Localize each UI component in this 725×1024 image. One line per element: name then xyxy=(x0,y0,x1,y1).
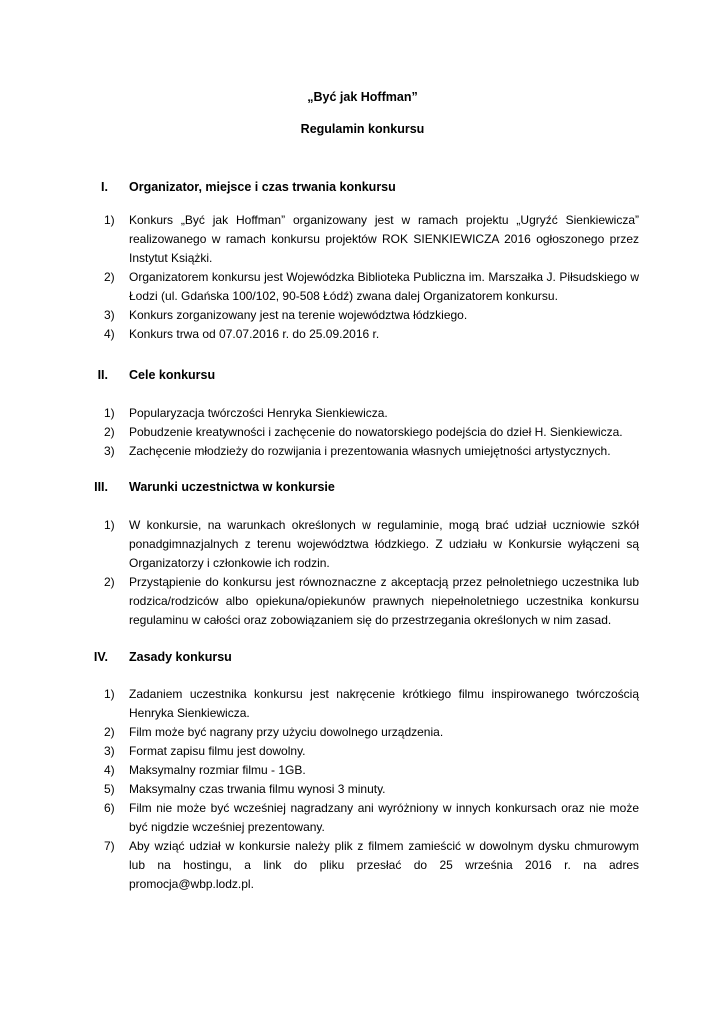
list-item xyxy=(0,780,725,799)
list-item-text: Zachęcenie młodzieży do rozwijania i prezentowania własnych umiejętności artystycznych. xyxy=(129,444,611,458)
section-heading xyxy=(0,650,725,666)
section-title: Zasady konkursu xyxy=(129,650,232,664)
section-number: I. xyxy=(101,180,108,194)
list-item xyxy=(0,723,725,742)
list-item-marker: 4) xyxy=(104,763,115,777)
section-title: Cele konkursu xyxy=(129,368,216,382)
document-title: „Być jak Hoffman” xyxy=(307,90,418,104)
list-item-marker: 3) xyxy=(104,744,115,758)
section-title: Warunki uczestnictwa w konkursie xyxy=(129,480,335,494)
list-item xyxy=(0,516,725,573)
list-item-marker: 1) xyxy=(104,518,115,532)
list-item xyxy=(0,742,725,761)
list-item xyxy=(0,837,725,894)
list-item-text: Zadaniem uczestnika konkursu jest nakręcenie krótkiego filmu inspirowanego twórczością Henryka Sienkiewicza. xyxy=(129,687,639,720)
list-item-marker: 2) xyxy=(104,425,115,439)
section-number: III. xyxy=(94,480,108,494)
list-item xyxy=(0,442,725,461)
list-item xyxy=(0,761,725,780)
list-item-marker: 2) xyxy=(104,270,115,284)
list-item-marker: 7) xyxy=(104,839,115,853)
list-item-marker: 2) xyxy=(104,725,115,739)
list-item xyxy=(0,799,725,837)
section-list xyxy=(0,516,725,630)
list-item-marker: 1) xyxy=(104,213,115,227)
list-item xyxy=(0,211,725,268)
section-heading xyxy=(0,180,725,196)
list-item-marker: 6) xyxy=(104,801,115,815)
list-item-text: Pobudzenie kreatywności i zachęcenie do nowatorskiego podejścia do dzieł H. Sienkiewicza. xyxy=(129,425,623,439)
list-item xyxy=(0,573,725,630)
list-item-text: Przystąpienie do konkursu jest równoznaczne z akceptacją przez pełnoletniego uczestnika lub rodzica/rodziców albo opiekuna/opiekunów prawnych niepełnoletniego uczestnika konkursu regulaminu w całości oraz zobowiązaniem się do przestrzegania określonych w nim zasad. xyxy=(129,575,639,627)
list-item-text: Konkurs „Być jak Hoffman” organizowany jest w ramach projektu „Ugryźć Sienkiewicza” realizowanego w ramach konkursu projektów ROK SIENKIEWICZA 2016 ogłoszonego przez Instytut Książki. xyxy=(129,213,639,265)
list-item-text: Aby wziąć udział w konkursie należy plik z filmem zamieścić w dowolnym dysku chmurowym lub na hostingu, a link do pliku przesłać do 25 września 2016 r. na adres promocja@wbp.lodz.pl. xyxy=(129,839,639,891)
list-item xyxy=(0,325,725,344)
list-item-marker: 4) xyxy=(104,327,115,341)
section-number: II. xyxy=(97,368,108,382)
list-item-marker: 5) xyxy=(104,782,115,796)
section-list xyxy=(0,685,725,894)
list-item xyxy=(0,404,725,423)
document-subtitle: Regulamin konkursu xyxy=(300,122,425,136)
list-item-text: Maksymalny rozmiar filmu - 1GB. xyxy=(129,763,306,777)
list-item-text: Konkurs trwa od 07.07.2016 r. do 25.09.2016 r. xyxy=(129,327,380,341)
list-item xyxy=(0,306,725,325)
list-item-text: Film nie może być wcześniej nagradzany ani wyróżniony w innych konkursach oraz nie może być nigdzie wcześniej prezentowany. xyxy=(129,801,639,834)
list-item-text: Konkurs zorganizowany jest na terenie województwa łódzkiego. xyxy=(129,308,468,322)
list-item-text: Format zapisu filmu jest dowolny. xyxy=(129,744,306,758)
section-number: IV. xyxy=(93,650,108,664)
list-item-marker: 1) xyxy=(104,687,115,701)
section-list xyxy=(0,404,725,461)
list-item-text: Film może być nagrany przy użyciu dowolnego urządzenia. xyxy=(129,725,444,739)
list-item-marker: 3) xyxy=(104,308,115,322)
section-list xyxy=(0,211,725,344)
list-item-text: W konkursie, na warunkach określonych w regulaminie, mogą brać udział uczniowie szkół ponadgimnazjalnych z terenu województwa łódzkiego. Z udziału w Konkursie wyłączeni są Organizatorzy i członkowie ich rodzin. xyxy=(129,518,639,570)
section-heading xyxy=(0,368,725,384)
list-item-text: Organizatorem konkursu jest Wojewódzka Biblioteka Publiczna im. Marszałka J. Piłsudskiego w Łodzi (ul. Gdańska 100/102, 90-508 Łódź) zwana dalej Organizatorem konkursu. xyxy=(129,270,639,303)
list-item-text: Popularyzacja twórczości Henryka Sienkiewicza. xyxy=(129,406,388,420)
list-item-marker: 1) xyxy=(104,406,115,420)
list-item-marker: 2) xyxy=(104,575,115,589)
list-item-marker: 3) xyxy=(104,444,115,458)
section-title: Organizator, miejsce i czas trwania konkursu xyxy=(129,180,396,194)
list-item xyxy=(0,423,725,442)
list-item-text: Maksymalny czas trwania filmu wynosi 3 minuty. xyxy=(129,782,386,796)
list-item xyxy=(0,268,725,306)
section-heading xyxy=(0,480,725,496)
list-item xyxy=(0,685,725,723)
